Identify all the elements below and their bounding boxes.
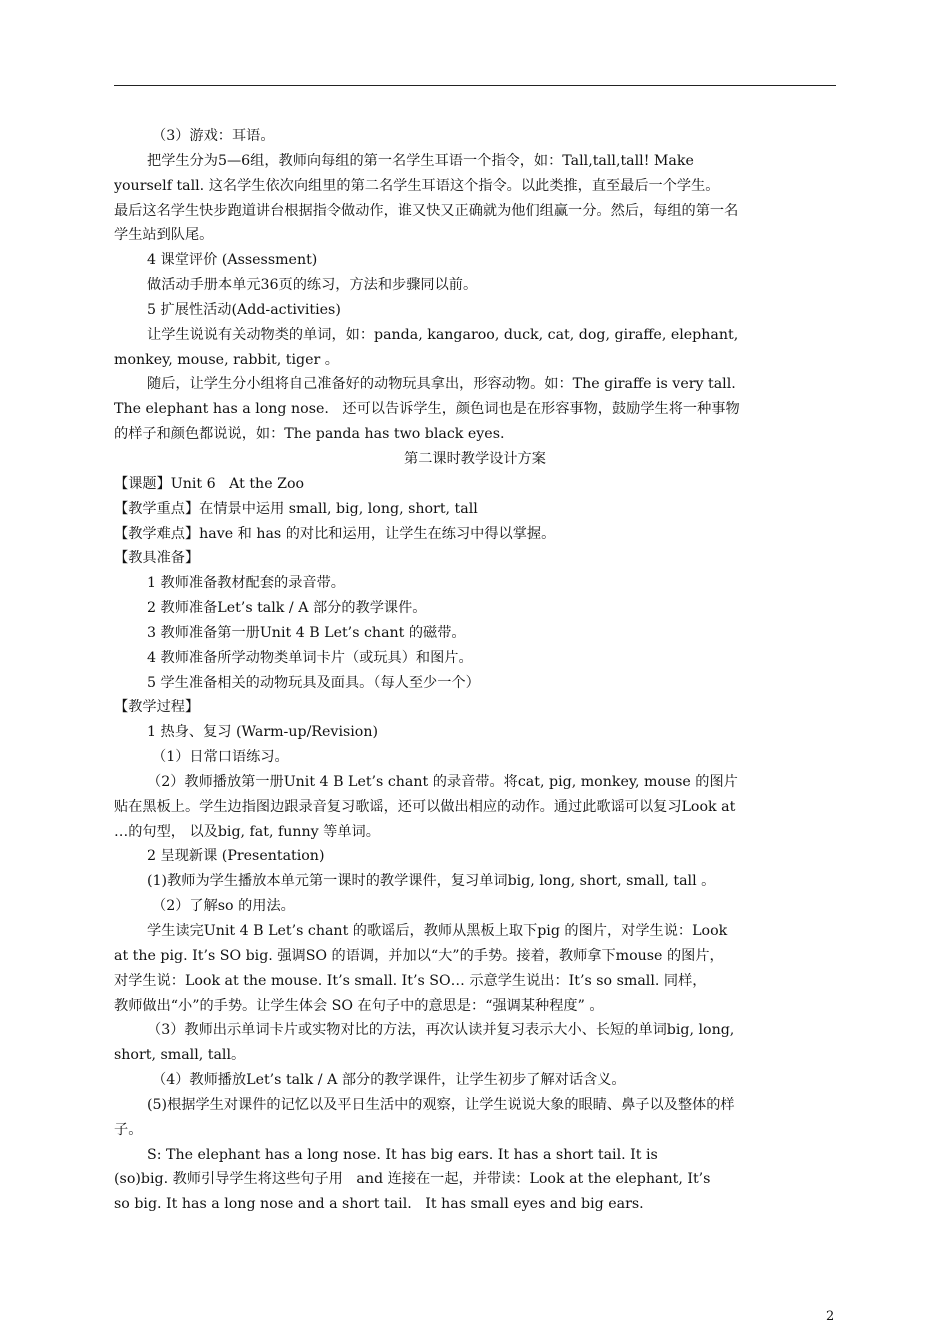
text-line: yourself tall. 这名学生依次向组里的第二名学生耳语这个指令。以此类推，直至最后一个学生。 bbox=[114, 177, 720, 194]
text-line: 3 教师准备第一册Unit 4 B Let’s chant 的磁带。 bbox=[147, 624, 466, 641]
text-line: The elephant has a long nose. 还可以告诉学生，颜色词也是在形容事物，鼓励学生将一种事物 bbox=[114, 401, 740, 418]
text-line: 【教学重点】在情景中运用 small, big, long, short, tall bbox=[114, 500, 478, 517]
text-line: 【教学过程】 bbox=[114, 699, 200, 716]
header-rule bbox=[114, 85, 836, 86]
text-line: so big. It has a long nose and a short tail. It has small eyes and big ears. bbox=[114, 1196, 644, 1213]
text-line: 把学生分为5—6组，教师向每组的第一名学生耳语一个指令，如：Tall,tall,tall! Make bbox=[147, 152, 694, 169]
text-line: （3）游戏：耳语。 bbox=[152, 128, 275, 144]
text-line: …的句型， 以及big, fat, funny 等单词。 bbox=[114, 823, 380, 840]
text-line: 最后这名学生快步跑道讲台根据指令做动作，谁又快又正确就为他们组赢一分。然后，每组的第一名 bbox=[114, 202, 739, 219]
text-line: 4 教师准备所学动物类单词卡片（或玩具）和图片。 bbox=[147, 649, 473, 666]
text-line: monkey, mouse, rabbit, tiger 。 bbox=[114, 351, 339, 368]
text-line: 让学生说说有关动物类的单词，如：panda, kangaroo, duck, cat, dog, giraffe, elephant, bbox=[147, 326, 739, 343]
text-line: 1 热身、复习 (Warm-up/Revision) bbox=[147, 724, 379, 741]
text-line: （2）了解so 的用法。 bbox=[152, 898, 295, 915]
text-line: （2）教师播放第一册Unit 4 B Let’s chant 的录音带。将cat, pig, monkey, mouse 的图片 bbox=[147, 773, 738, 790]
section-heading: 第二课时教学设计方案 bbox=[404, 450, 546, 467]
text-line: 的样子和颜色都说说，如：The panda has two black eyes. bbox=[114, 426, 505, 443]
text-line: 贴在黑板上。学生边指图边跟录音复习歌谣，还可以做出相应的动作。通过此歌谣可以复习Look at bbox=[114, 798, 736, 815]
text-line: 【教学难点】have 和 has 的对比和运用，让学生在练习中得以掌握。 bbox=[114, 525, 556, 542]
text-line: 4 课堂评价 (Assessment) bbox=[147, 252, 318, 269]
text-line: 1 教师准备教材配套的录音带。 bbox=[147, 575, 345, 592]
text-line: 5 学生准备相关的动物玩具及面具。（每人至少一个） bbox=[147, 674, 480, 691]
text-line: （1）日常口语练习。 bbox=[152, 749, 289, 766]
document-body bbox=[114, 124, 836, 1217]
text-line: 2 呈现新课 (Presentation) bbox=[147, 848, 325, 865]
text-line: short, small, tall。 bbox=[114, 1047, 246, 1064]
text-line: 随后，让学生分小组将自己准备好的动物玩具拿出，形容动物。如：The giraffe is very tall. bbox=[147, 376, 736, 393]
text-line: 对学生说：Look at the mouse. It’s small. It’s SO… 示意学生说出：It’s so small. 同样， bbox=[114, 972, 707, 989]
text-line: S: The elephant has a long nose. It has big ears. It has a short tail. It is bbox=[147, 1146, 658, 1163]
text-line: (1)教师为学生播放本单元第一课时的教学课件，复习单词big, long, short, small, tall 。 bbox=[147, 873, 716, 890]
text-line: 教师做出“小”的手势。让学生体会 SO 在句子中的意思是：“强调某种程度” 。 bbox=[114, 997, 604, 1014]
text-line: 学生读完Unit 4 B Let’s chant 的歌谣后，教师从黑板上取下pig 的图片，对学生说：Look bbox=[147, 923, 728, 939]
text-line: （4）教师播放Let’s talk / A 部分的教学课件，让学生初步了解对话含义。 bbox=[152, 1072, 626, 1089]
text-line: (so)big. 教师引导学生将这些句子用 and 连接在一起，并带读：Look at the elephant, It’s bbox=[114, 1171, 711, 1188]
text-line: 5 扩展性活动(Add-activities) bbox=[147, 301, 341, 318]
text-line: at the pig. It’s SO big. 强调SO 的语调，并加以“大”的手势。接着，教师拿下mouse 的图片， bbox=[114, 947, 724, 964]
text-line: （3）教师出示单词卡片或实物对比的方法，再次认读并复习表示大小、长短的单词big, long, bbox=[147, 1022, 735, 1039]
text-line: 【课题】Unit 6 At the Zoo bbox=[114, 475, 305, 492]
text-line: 做活动手册本单元36页的练习，方法和步骤同以前。 bbox=[147, 277, 478, 294]
page-number: 2 bbox=[826, 1309, 835, 1324]
text-line: 学生站到队尾。 bbox=[114, 227, 214, 244]
text-line: 子。 bbox=[114, 1121, 143, 1138]
text-line: 【教具准备】 bbox=[114, 550, 200, 567]
text-line: 2 教师准备Let’s talk / A 部分的教学课件。 bbox=[147, 600, 427, 617]
text-line: (5)根据学生对课件的记忆以及平日生活中的观察，让学生说说大象的眼睛、鼻子以及整体的样 bbox=[147, 1096, 735, 1113]
